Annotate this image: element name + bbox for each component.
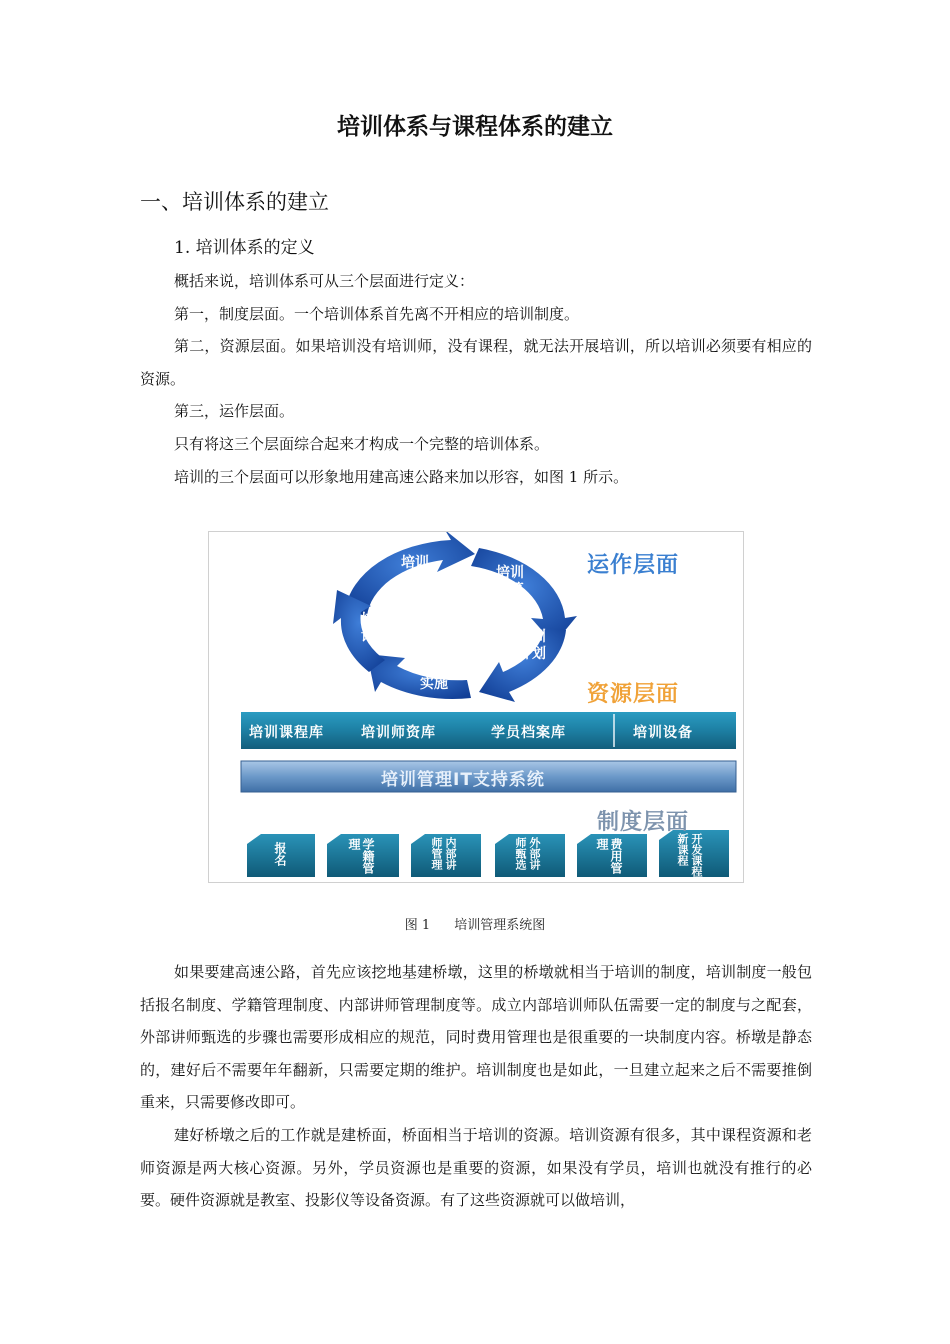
- cycle-label-budget: 培训 预算: [496, 565, 524, 598]
- pillar-label-external-trainer: 外部讲师甄选: [514, 837, 541, 870]
- pillar-block: [577, 834, 647, 877]
- figure-caption: [0, 914, 950, 933]
- cycle-label-implement: 培训 实施: [420, 659, 448, 692]
- cycle-label-evaluate: 培训 评估: [361, 612, 389, 645]
- pillar-block: [495, 834, 565, 877]
- paragraph: 概括来说，培训体系可从三个层面进行定义：: [174, 272, 475, 290]
- pillar-label-internal-trainer: 内部讲师管理: [430, 837, 457, 870]
- resource-trainer-library: 培训师资库: [361, 725, 436, 741]
- caption-number: 图 1: [404, 918, 431, 933]
- layer-title-system: 制度层面: [597, 810, 690, 835]
- resource-bar: [241, 712, 736, 749]
- it-support-bar: [241, 761, 736, 792]
- layer-title-operation: 运作层面: [587, 553, 680, 578]
- paragraph: 如果要建高速公路，首先应该挖地基建桥墩，这里的桥墩就相当于培训的制度，培训制度一般包括报名制度、学籍管理制度、内部讲师管理制度等。成立内部培训师队伍需要一定的制度与之配套，外部讲师甄选的步骤也需要形成相应的规范，同时费用管理也是很重要的一块制度内容。桥墩是静态的，建好后不需要年年翻新，只需要定期的维护。培训制度也是如此，一旦建立起来之后不需要推倒重来，只需要修改即可。: [140, 963, 812, 1112]
- paragraph: 第一，制度层面。一个培训体系首先离不开相应的培训制度。: [174, 304, 580, 323]
- paragraph: 第三，运作层面。: [174, 402, 295, 421]
- resource-course-library: 培训课程库: [249, 725, 324, 741]
- cycle-label-needs: 培训 需求: [401, 555, 429, 588]
- body-text-block: [140, 956, 812, 1217]
- paragraph: 第二，资源层面。如果培训没有培训师，没有课程，就无法开展培训，所以培训必须要有相应的资源。: [140, 337, 812, 388]
- pillar-block: [659, 830, 729, 877]
- cycle-arrow: [333, 590, 385, 672]
- pillar-label-records: 学籍管理: [347, 838, 375, 874]
- resource-equipment: 培训设备: [633, 725, 693, 741]
- pillar-label-new-course: 开发课程新课程: [676, 833, 703, 877]
- pillar-block: [411, 834, 481, 877]
- training-system-figure: [208, 531, 744, 883]
- cycle-arrow: [479, 628, 566, 702]
- cycle-label-plan: 培训 计划: [518, 629, 546, 662]
- pillar-group: [247, 830, 729, 877]
- page-title: 培训体系与课程体系的建立: [337, 114, 613, 140]
- caption-text: 培训管理系统图: [454, 918, 546, 933]
- pillar-block: [327, 834, 399, 877]
- intro-text-block: [140, 265, 812, 493]
- it-support-label: 培训管理IT支持系统: [381, 770, 545, 790]
- layer-title-resource: 资源层面: [587, 682, 680, 707]
- cycle-ring: [333, 532, 577, 702]
- pillar-label-expense: 费用管理: [595, 838, 623, 874]
- pillar-block: [247, 834, 315, 877]
- figure-graphic: [209, 532, 743, 882]
- paragraph: 培训的三个层面可以形象地用建高速公路来加以形容，如图 1 所示。: [174, 467, 629, 486]
- section-heading: 一、培训体系的建立: [140, 190, 329, 214]
- pillar-label-registration: 报名: [273, 842, 287, 866]
- paragraph: 只有将这三个层面综合起来才构成一个完整的培训体系。: [174, 434, 550, 453]
- resource-trainee-archive: 学员档案库: [491, 725, 566, 741]
- paragraph: 建好桥墩之后的工作就是建桥面，桥面相当于培训的资源。培训资源有很多，其中课程资源和老师资源是两大核心资源。另外，学员资源也是重要的资源，如果没有学员，培训也就没有推行的必要。硬件资源就是教室、投影仪等设备资源。有了这些资源就可以做培训，: [140, 1125, 812, 1210]
- subsection-heading: 1. 培训体系的定义: [174, 238, 315, 258]
